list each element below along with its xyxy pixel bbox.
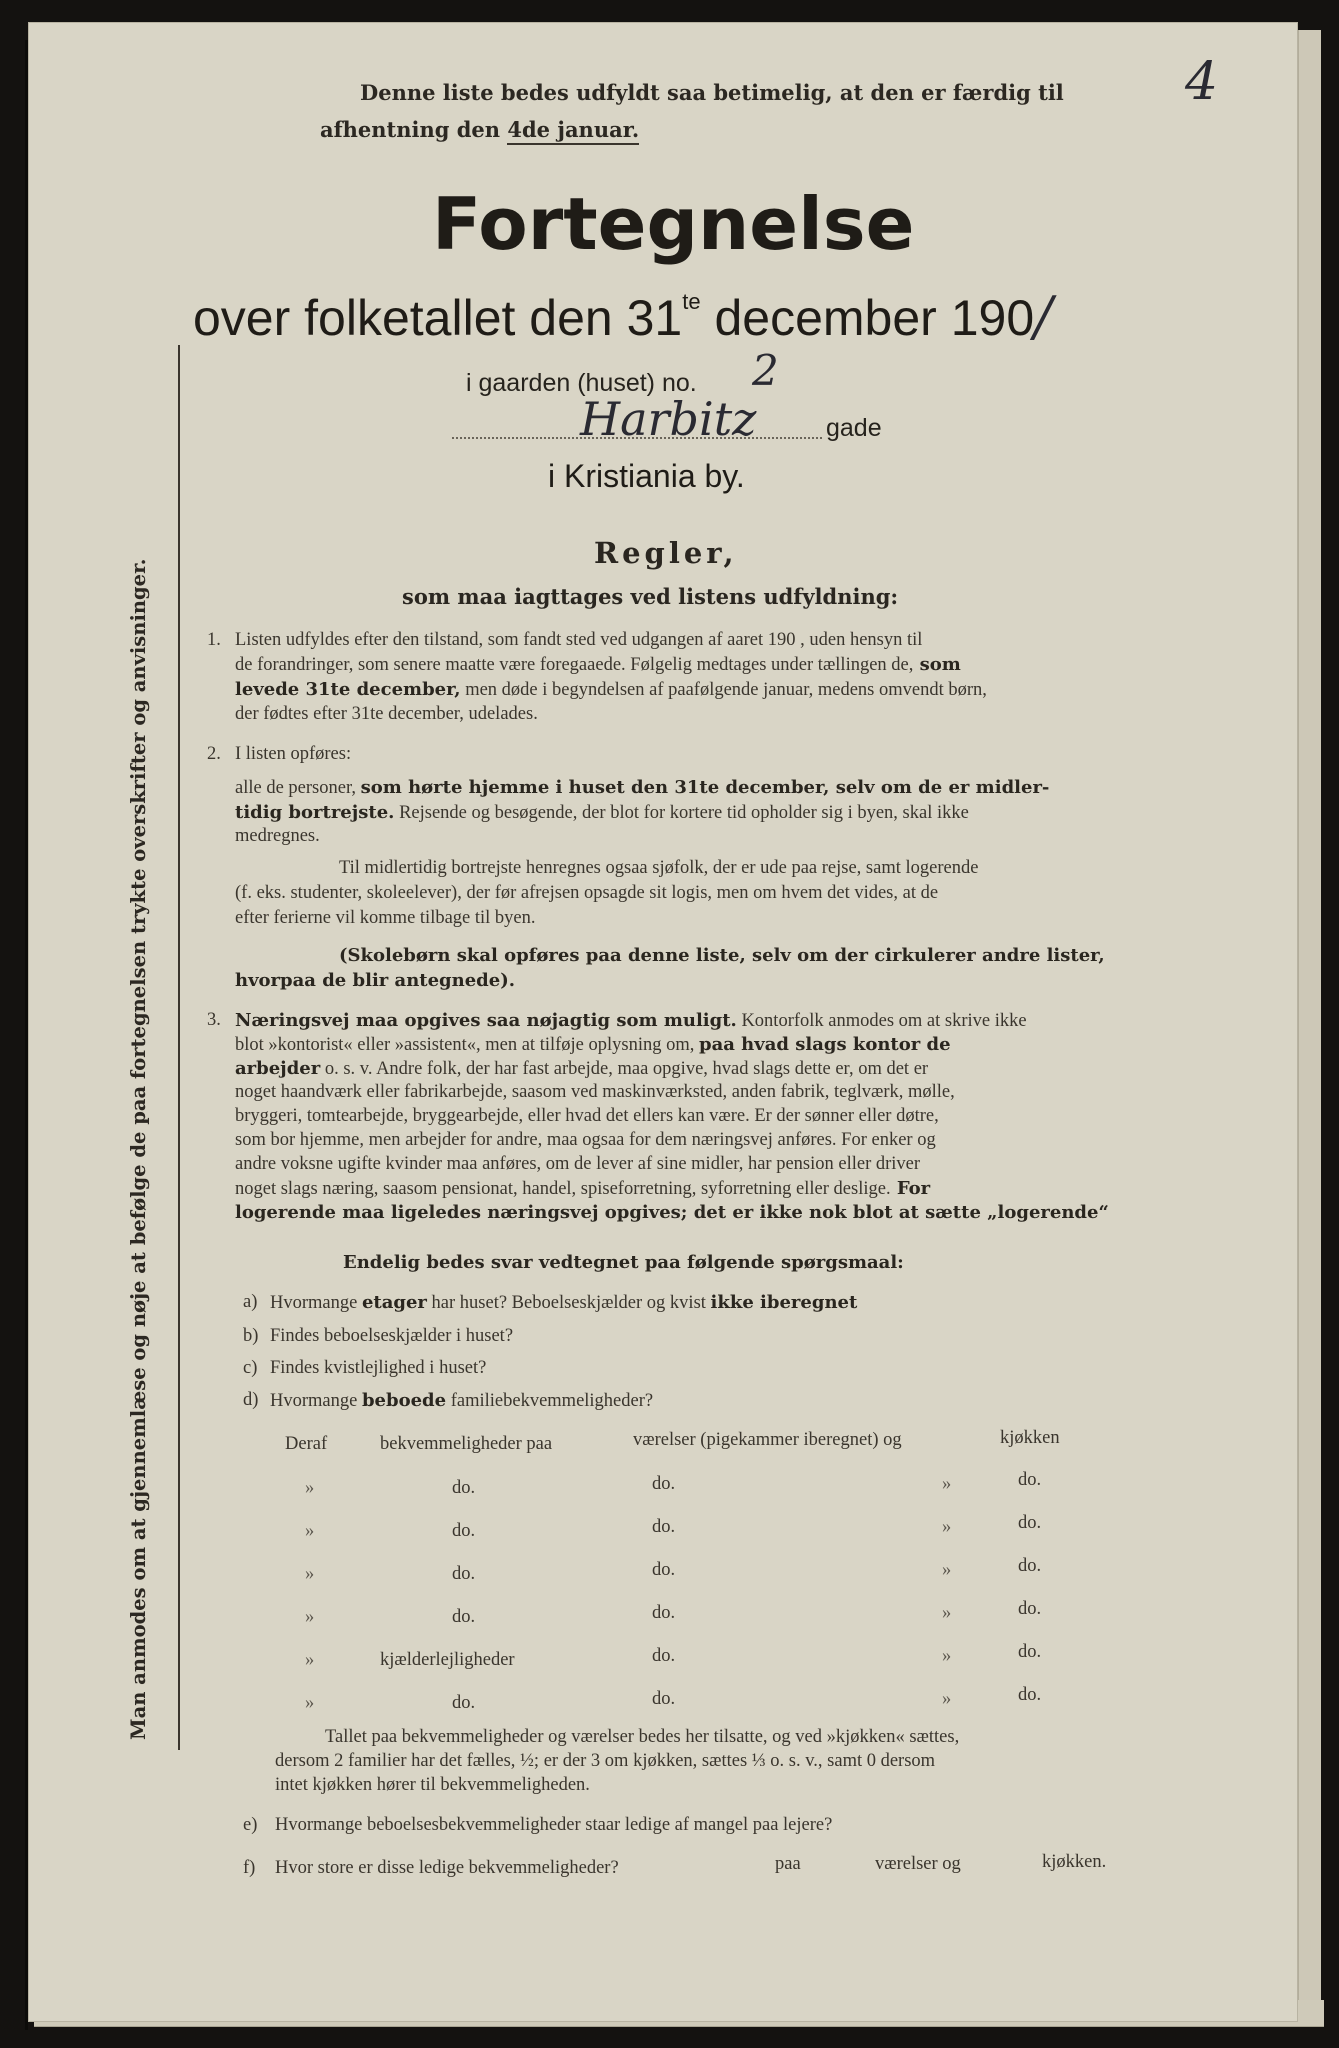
street-suffix: gade bbox=[826, 414, 882, 442]
table-row-3-kjok: do. bbox=[1018, 1556, 1042, 1576]
table-header-deraf: Deraf bbox=[285, 1434, 328, 1454]
rules-heading: Regler, bbox=[594, 536, 738, 570]
question-f-kjokken: kjøkken. bbox=[1042, 1852, 1107, 1872]
rule-2-line-2-bold: som hørte hjemme i huset den 31te december, selv om de er midler- bbox=[360, 777, 1050, 798]
kitchen-note-line-1: Tallet paa bekvemmeligheder og værelser bedes her tilsatte, og ved »kjøkken« sættes, bbox=[325, 1727, 960, 1747]
question-d bbox=[270, 1390, 653, 1412]
question-e-letter: e) bbox=[243, 1815, 258, 1835]
document-subtitle bbox=[193, 285, 1052, 348]
table-row-1-mark: » bbox=[305, 1478, 315, 1498]
table-row-2-vaer: do. bbox=[652, 1517, 676, 1537]
table-row-5-mark2: » bbox=[942, 1646, 952, 1666]
corner-page-number: 4 bbox=[1185, 52, 1219, 112]
table-row-3-mark: » bbox=[305, 1564, 315, 1584]
rule-2-schoolchildren-line-2: hvorpaa de blir antegnede). bbox=[235, 970, 515, 991]
rule-1-line-2-bold: som bbox=[913, 654, 961, 675]
question-d-text-1: Hvormange bbox=[270, 1391, 362, 1411]
table-row-6-mark: » bbox=[305, 1693, 315, 1713]
rule-3-line-3-bold: arbejder bbox=[235, 1058, 321, 1079]
table-row-1-kjok: do. bbox=[1018, 1470, 1042, 1490]
table-row-5-vaer: do. bbox=[652, 1646, 676, 1666]
questions-heading: Endelig bedes svar vedtegnet paa følgende spørgsmaal: bbox=[343, 1252, 904, 1273]
table-row-2-mark: » bbox=[305, 1521, 315, 1541]
city-line: i Kristiania by. bbox=[548, 458, 745, 494]
table-header-kjokken: kjøkken bbox=[1000, 1428, 1060, 1448]
rule-2-line-3-bold: tidig bortrejste. bbox=[235, 802, 395, 823]
rule-3-line-1-text: Kontorfolk anmodes om at skrive ikke bbox=[736, 1011, 1027, 1031]
rule-2-line-1: I listen opføres: bbox=[235, 744, 352, 764]
question-e: Hvormange beboelsesbekvemmeligheder staar ledige af mangel paa lejere? bbox=[275, 1815, 833, 1835]
rule-3-line-2-bold: paa hvad slags kontor de bbox=[699, 1034, 951, 1055]
subtitle-suffix: december 190 bbox=[700, 290, 1035, 346]
rule-3-line-8 bbox=[235, 1178, 930, 1200]
rule-2-line-2-text: alle de personer, bbox=[235, 778, 361, 798]
question-d-letter: d) bbox=[243, 1390, 259, 1410]
rule-2-line-3 bbox=[235, 802, 969, 824]
subtitle-prefix: over folketallet den 31 bbox=[193, 290, 683, 346]
table-row-1-bekv: do. bbox=[452, 1478, 476, 1498]
table-row-2-bekv: do. bbox=[452, 1521, 476, 1541]
table-row-4-vaer: do. bbox=[652, 1603, 676, 1623]
question-f-letter: f) bbox=[243, 1858, 256, 1878]
side-note-rule bbox=[178, 345, 180, 1750]
kitchen-note-line-3: intet kjøkken hører til bekvemmeligheden. bbox=[275, 1775, 590, 1795]
rule-3-line-8-bold: For bbox=[890, 1178, 931, 1199]
question-f-paa: paa bbox=[775, 1854, 801, 1874]
rule-2-line-4: medregnes. bbox=[235, 826, 320, 846]
question-c: Findes kvistlejlighed i huset? bbox=[270, 1358, 487, 1378]
question-d-bold: beboede bbox=[361, 1390, 447, 1411]
question-f: Hvor store er disse ledige bekvemmeligheder? bbox=[275, 1858, 619, 1878]
notice-prefix: afhentning den bbox=[320, 117, 508, 142]
rule-1-number: 1. bbox=[207, 630, 221, 650]
question-b-letter: b) bbox=[243, 1326, 259, 1346]
table-header-bekvemmeligheder: bekvemmeligheder paa bbox=[380, 1434, 553, 1454]
rule-2-number: 2. bbox=[207, 744, 221, 764]
document-title: Fortegnelse bbox=[432, 182, 915, 266]
table-row-3-vaer: do. bbox=[652, 1560, 676, 1580]
notice-line-2 bbox=[320, 117, 639, 142]
subtitle-superscript: te bbox=[682, 289, 701, 314]
question-a bbox=[270, 1292, 857, 1314]
rule-3-line-2-text: blot »kontorist« eller »assistent«, men at tilføje oplysning om, bbox=[235, 1035, 699, 1055]
rule-1-line-3-bold: levede 31te december, bbox=[235, 679, 461, 700]
table-row-5-mark: » bbox=[305, 1650, 315, 1670]
question-a-letter: a) bbox=[243, 1292, 258, 1312]
year-handwritten: / bbox=[1034, 285, 1053, 348]
rule-3-line-1-bold: Næringsvej maa opgives saa nøjagtig som muligt. bbox=[235, 1010, 737, 1031]
rule-3-line-7: andre voksne ugifte kvinder maa anføres, om de lever af sine midler, har pension eller driver bbox=[235, 1154, 921, 1174]
rule-2-para-line-3: efter ferierne vil komme tilbage til byen. bbox=[235, 908, 536, 928]
underlying-page-edge-right bbox=[1298, 30, 1321, 2005]
rule-1-line-3 bbox=[235, 679, 987, 701]
rule-1-line-2-text: de forandringer, som senere maatte være foregaaede. Følgelig medtages under tællingen de, bbox=[235, 655, 914, 675]
table-row-6-bekv: do. bbox=[452, 1693, 476, 1713]
question-b: Findes beboelseskjælder i huset? bbox=[270, 1326, 514, 1346]
table-row-3-mark2: » bbox=[942, 1560, 952, 1580]
question-a-bold-1: etager bbox=[361, 1292, 427, 1313]
street-name-handwritten: Harbitz bbox=[580, 392, 757, 446]
question-a-text-1: Hvormange bbox=[270, 1293, 362, 1313]
rule-1-line-2 bbox=[235, 654, 961, 676]
rules-subheading: som maa iagttages ved listens udfyldning: bbox=[402, 584, 899, 609]
rule-3-line-1 bbox=[235, 1010, 1027, 1032]
notice-line-1: Denne liste bedes udfyldt saa betimelig, at den er færdig til bbox=[360, 80, 1064, 105]
rule-3-line-6: som bor hjemme, men arbejder for andre, maa ogsaa for dem næringsvej anføres. For enker og bbox=[235, 1130, 936, 1150]
question-f-vaerelser: værelser og bbox=[875, 1854, 961, 1874]
rule-2-line-2 bbox=[235, 777, 1049, 799]
table-row-4-mark: » bbox=[305, 1607, 315, 1627]
rule-3-line-9: logerende maa ligeledes næringsvej opgives; det er ikke nok blot at sætte „logerende“ bbox=[235, 1202, 1109, 1223]
house-number-label: i gaarden (huset) no. bbox=[466, 369, 697, 397]
table-row-4-bekv: do. bbox=[452, 1607, 476, 1627]
table-row-2-mark2: » bbox=[942, 1517, 952, 1537]
table-row-6-kjok: do. bbox=[1018, 1685, 1042, 1705]
rule-1-line-4: der fødtes efter 31te december, udelades. bbox=[235, 704, 538, 724]
question-a-text-2: har huset? Beboelseskjælder og kvist bbox=[426, 1293, 711, 1313]
table-row-1-vaer: do. bbox=[652, 1474, 676, 1494]
rule-3-number: 3. bbox=[207, 1010, 221, 1030]
rule-3-line-4: noget haandværk eller fabrikarbejde, saasom ved maskinværksted, anden fabrik, teglværk, mølle, bbox=[235, 1082, 955, 1102]
table-row-4-kjok: do. bbox=[1018, 1599, 1042, 1619]
table-row-6-mark2: » bbox=[942, 1689, 952, 1709]
side-note-vertical: Man anmodes om at gjennemlæse og nøje at befølge de paa fortegnelsen trykte overskrifter og anvisninger. bbox=[127, 558, 150, 1740]
table-row-3-bekv: do. bbox=[452, 1564, 476, 1584]
rule-3-line-8-text: noget slags næring, saasom pensionat, handel, spiseforretning, syforretning eller deslige. bbox=[235, 1179, 891, 1199]
table-row-5-kjok: do. bbox=[1018, 1642, 1042, 1662]
rule-3-line-5: bryggeri, tomtearbejde, bryggearbejde, eller hvad det ellers kan være. Er der sønner eller døtre, bbox=[235, 1106, 939, 1126]
table-row-4-mark2: » bbox=[942, 1603, 952, 1623]
rule-1-line-3-text: men døde i begyndelsen af paafølgende januar, medens omvendt børn, bbox=[460, 680, 987, 700]
table-row-1-mark2: » bbox=[942, 1474, 952, 1494]
rule-2-schoolchildren-line-1: (Skolebørn skal opføres paa denne liste, selv om der cirkulerer andre lister, bbox=[339, 945, 1105, 966]
rule-3-line-3-text: o. s. v. Andre folk, der har fast arbejde, maa opgive, hvad slags dette er, om det er bbox=[320, 1059, 929, 1079]
rule-1-line-1: Listen udfyldes efter den tilstand, som fandt sted ved udgangen af aaret 190 , uden hensyn til bbox=[235, 630, 923, 650]
question-c-letter: c) bbox=[243, 1358, 258, 1378]
table-header-vaerelser: værelser (pigekammer iberegnet) og bbox=[633, 1430, 902, 1450]
rule-3-line-2 bbox=[235, 1034, 951, 1056]
question-d-text-2: familiebekvemmeligheder? bbox=[446, 1391, 654, 1411]
notice-date: 4de januar. bbox=[507, 117, 639, 145]
table-row-5-bekv: kjælderlejligheder bbox=[380, 1650, 515, 1670]
kitchen-note-line-2: dersom 2 familier har det fælles, ½; er der 3 om kjøkken, sættes ⅓ o. s. v., samt 0 dersom bbox=[275, 1751, 936, 1771]
rule-3-line-3 bbox=[235, 1058, 928, 1080]
rule-2-para-line-1: Til midlertidig bortrejste henregnes ogsaa sjøfolk, der er ude paa rejse, samt logerende bbox=[339, 858, 979, 878]
question-a-bold-2: ikke iberegnet bbox=[710, 1292, 858, 1313]
rule-2-line-3-text: Rejsende og besøgende, der blot for kortere tid opholder sig i byen, skal ikke bbox=[394, 803, 969, 823]
table-row-2-kjok: do. bbox=[1018, 1513, 1042, 1533]
table-row-6-vaer: do. bbox=[652, 1689, 676, 1709]
rule-2-para-line-2: (f. eks. studenter, skoleelever), der før afrejsen opsagde sit logis, men om hvem det vides, at de bbox=[235, 883, 939, 903]
house-number-handwritten: 2 bbox=[752, 346, 779, 395]
